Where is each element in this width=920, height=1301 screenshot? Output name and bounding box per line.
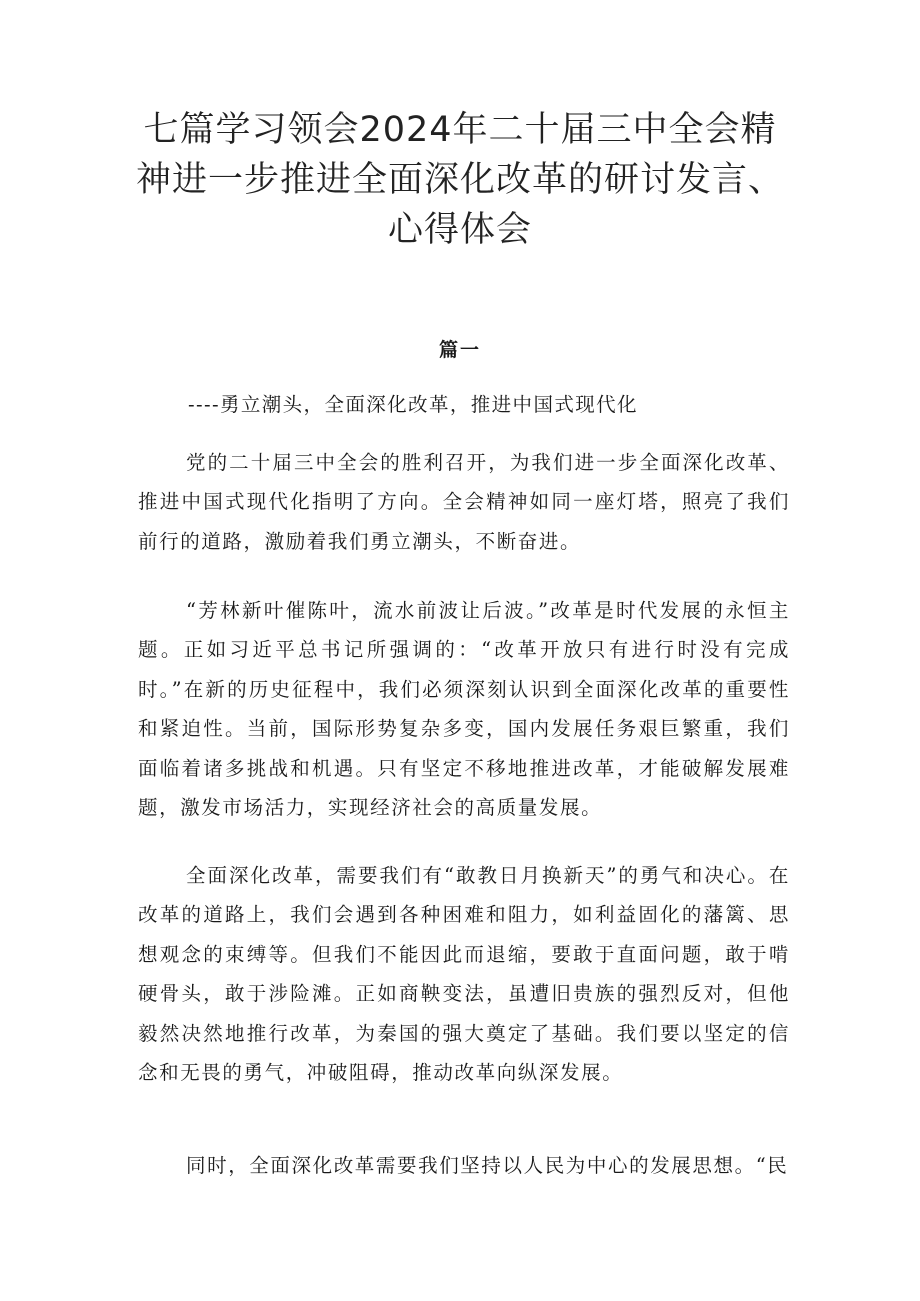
document-title: 七篇学习领会2024年二十届三中全会精神进一步推进全面深化改革的研讨发言、心得体会 [135, 110, 784, 250]
paragraph-2: “芳林新叶催陈叶，流水前波让后波。”改革是时代发展的永恒主题。正如习近平总书记所强调的：“改革开放只有进行时没有完成时。”在新的历史征程中，我们必须深刻认识到全面深化改革的重要性和紧迫性。当前，国际形势复杂多变，国内发展任务艰巨繁重，我们面临着诸多挑战和机遇。只有坚定不移地推进改革，才能破解发展难题，激发市场活力，实现经济社会的高质量发展。 [138, 599, 790, 820]
section-subtitle: ----勇立潮头，全面深化改革，推进中国式现代化 [188, 393, 638, 416]
paragraph-4: 同时，全面深化改革需要我们坚持以人民为中心的发展思想。“民 [186, 1154, 789, 1177]
paragraph-3: 全面深化改革，需要我们有“敢教日月换新天”的勇气和决心。在改革的道路上，我们会遇到各种困难和阻力，如利益固化的藩篱、思想观念的束缚等。但我们不能因此而退缩，要敢于直面问题，敢于啃硬骨头，敢于涉险滩。正如商鞅变法，虽遭旧贵族的强烈反对，但他毅然决然地推行改革，为秦国的强大奠定了基础。我们要以坚定的信念和无畏的勇气，冲破阻碍，推动改革向纵深发展。 [138, 864, 790, 1085]
paragraph-1: 党的二十届三中全会的胜利召开，为我们进一步全面深化改革、推进中国式现代化指明了方向。全会精神如同一座灯塔，照亮了我们前行的道路，激励着我们勇立潮头，不断奋进。 [138, 451, 790, 553]
section-heading: 篇一 [438, 339, 481, 361]
